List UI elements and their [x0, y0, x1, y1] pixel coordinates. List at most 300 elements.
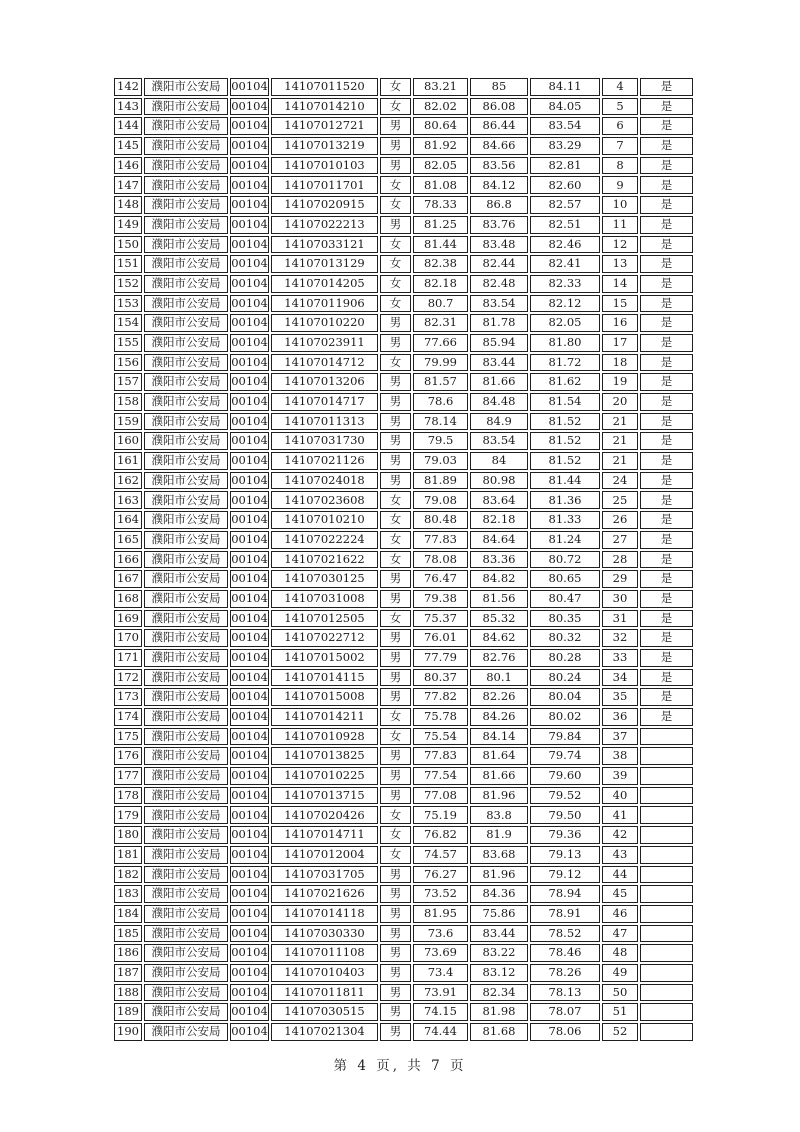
- row-number-cell: 156: [114, 354, 142, 372]
- org-name-cell: 濮阳市公安局: [144, 767, 228, 785]
- score-1-cell: 74.57: [413, 846, 468, 864]
- table-row: [114, 275, 693, 293]
- score-1-cell: 77.79: [413, 649, 468, 667]
- score-2-cell: 82.76: [470, 649, 528, 667]
- pass-flag-cell: 是: [640, 688, 693, 706]
- table-row: [114, 688, 693, 706]
- pass-flag-cell: 是: [640, 334, 693, 352]
- score-1-cell: 81.25: [413, 216, 468, 234]
- pass-flag-cell: 是: [640, 491, 693, 509]
- gender-cell: 男: [380, 1003, 411, 1021]
- row-number-cell: 181: [114, 846, 142, 864]
- org-name-cell: 濮阳市公安局: [144, 925, 228, 943]
- position-code-cell: 00104: [230, 964, 269, 982]
- score-2-cell: 82.48: [470, 275, 528, 293]
- score-2-cell: 84.82: [470, 570, 528, 588]
- table-row: [114, 98, 693, 116]
- row-number-cell: 187: [114, 964, 142, 982]
- score-average-cell: 81.44: [530, 472, 600, 490]
- table-row: [114, 157, 693, 175]
- row-number-cell: 190: [114, 1023, 142, 1041]
- rank-cell: 48: [602, 944, 638, 962]
- score-1-cell: 77.54: [413, 767, 468, 785]
- table-row: [114, 255, 693, 273]
- gender-cell: 男: [380, 944, 411, 962]
- candidate-id-cell: 14107014115: [271, 669, 378, 687]
- score-average-cell: 79.50: [530, 806, 600, 824]
- gender-cell: 男: [380, 787, 411, 805]
- score-1-cell: 77.66: [413, 334, 468, 352]
- gender-cell: 男: [380, 747, 411, 765]
- row-number-cell: 158: [114, 393, 142, 411]
- pass-flag-cell: 是: [640, 176, 693, 194]
- position-code-cell: 00104: [230, 708, 269, 726]
- table-row: [114, 747, 693, 765]
- org-name-cell: 濮阳市公安局: [144, 531, 228, 549]
- row-number-cell: 144: [114, 117, 142, 135]
- candidate-id-cell: 14107022224: [271, 531, 378, 549]
- candidate-id-cell: 14107010928: [271, 728, 378, 746]
- org-name-cell: 濮阳市公安局: [144, 570, 228, 588]
- score-2-cell: 86.08: [470, 98, 528, 116]
- gender-cell: 男: [380, 472, 411, 490]
- org-name-cell: 濮阳市公安局: [144, 78, 228, 96]
- score-average-cell: 82.41: [530, 255, 600, 273]
- position-code-cell: 00104: [230, 806, 269, 824]
- rank-cell: 12: [602, 236, 638, 254]
- table-row: [114, 551, 693, 569]
- score-average-cell: 81.54: [530, 393, 600, 411]
- rank-cell: 15: [602, 295, 638, 313]
- score-average-cell: 78.13: [530, 984, 600, 1002]
- score-2-cell: 86.8: [470, 196, 528, 214]
- org-name-cell: 濮阳市公安局: [144, 649, 228, 667]
- table-row: [114, 610, 693, 628]
- score-2-cell: 83.76: [470, 216, 528, 234]
- candidate-id-cell: 14107011108: [271, 944, 378, 962]
- gender-cell: 女: [380, 491, 411, 509]
- score-2-cell: 81.98: [470, 1003, 528, 1021]
- candidate-id-cell: 14107022213: [271, 216, 378, 234]
- pass-flag-cell: [640, 1003, 693, 1021]
- gender-cell: 女: [380, 551, 411, 569]
- pass-flag-cell: 是: [640, 275, 693, 293]
- gender-cell: 男: [380, 590, 411, 608]
- pass-flag-cell: [640, 866, 693, 884]
- row-number-cell: 151: [114, 255, 142, 273]
- rank-cell: 42: [602, 826, 638, 844]
- score-2-cell: 83.36: [470, 551, 528, 569]
- score-2-cell: 81.64: [470, 747, 528, 765]
- score-average-cell: 83.54: [530, 117, 600, 135]
- org-name-cell: 濮阳市公安局: [144, 708, 228, 726]
- score-1-cell: 81.08: [413, 176, 468, 194]
- org-name-cell: 濮阳市公安局: [144, 117, 228, 135]
- gender-cell: 女: [380, 511, 411, 529]
- gender-cell: 男: [380, 984, 411, 1002]
- position-code-cell: 00104: [230, 688, 269, 706]
- score-1-cell: 76.47: [413, 570, 468, 588]
- gender-cell: 女: [380, 728, 411, 746]
- candidate-id-cell: 14107011520: [271, 78, 378, 96]
- position-code-cell: 00104: [230, 137, 269, 155]
- org-name-cell: 濮阳市公安局: [144, 472, 228, 490]
- pass-flag-cell: [640, 984, 693, 1002]
- candidate-id-cell: 14107021622: [271, 551, 378, 569]
- row-number-cell: 180: [114, 826, 142, 844]
- rank-cell: 44: [602, 866, 638, 884]
- score-2-cell: 85: [470, 78, 528, 96]
- org-name-cell: 濮阳市公安局: [144, 688, 228, 706]
- score-average-cell: 79.60: [530, 767, 600, 785]
- gender-cell: 女: [380, 275, 411, 293]
- table-row: [114, 196, 693, 214]
- row-number-cell: 178: [114, 787, 142, 805]
- score-2-cell: 81.96: [470, 866, 528, 884]
- position-code-cell: 00104: [230, 944, 269, 962]
- rank-cell: 6: [602, 117, 638, 135]
- rank-cell: 43: [602, 846, 638, 864]
- pass-flag-cell: 是: [640, 78, 693, 96]
- org-name-cell: 濮阳市公安局: [144, 295, 228, 313]
- score-1-cell: 82.31: [413, 314, 468, 332]
- pass-flag-cell: 是: [640, 511, 693, 529]
- table-row: [114, 570, 693, 588]
- rank-cell: 20: [602, 393, 638, 411]
- position-code-cell: 00104: [230, 649, 269, 667]
- row-number-cell: 189: [114, 1003, 142, 1021]
- pass-flag-cell: 是: [640, 610, 693, 628]
- gender-cell: 男: [380, 432, 411, 450]
- score-average-cell: 81.52: [530, 413, 600, 431]
- pass-flag-cell: 是: [640, 669, 693, 687]
- table-row: [114, 216, 693, 234]
- score-average-cell: 79.12: [530, 866, 600, 884]
- table-row: [114, 866, 693, 884]
- score-2-cell: 83.22: [470, 944, 528, 962]
- score-1-cell: 78.33: [413, 196, 468, 214]
- score-average-cell: 79.74: [530, 747, 600, 765]
- score-average-cell: 81.52: [530, 452, 600, 470]
- score-average-cell: 82.12: [530, 295, 600, 313]
- score-1-cell: 73.69: [413, 944, 468, 962]
- score-1-cell: 78.08: [413, 551, 468, 569]
- row-number-cell: 171: [114, 649, 142, 667]
- rank-cell: 19: [602, 373, 638, 391]
- score-2-cell: 80.1: [470, 669, 528, 687]
- score-average-cell: 80.28: [530, 649, 600, 667]
- score-1-cell: 83.21: [413, 78, 468, 96]
- row-number-cell: 146: [114, 157, 142, 175]
- row-number-cell: 148: [114, 196, 142, 214]
- pass-flag-cell: 是: [640, 472, 693, 490]
- pass-flag-cell: [640, 1023, 693, 1041]
- score-1-cell: 81.92: [413, 137, 468, 155]
- rank-cell: 8: [602, 157, 638, 175]
- rank-cell: 32: [602, 629, 638, 647]
- score-average-cell: 80.02: [530, 708, 600, 726]
- row-number-cell: 186: [114, 944, 142, 962]
- pass-flag-cell: 是: [640, 137, 693, 155]
- position-code-cell: 00104: [230, 846, 269, 864]
- rank-cell: 49: [602, 964, 638, 982]
- score-1-cell: 82.38: [413, 255, 468, 273]
- org-name-cell: 濮阳市公安局: [144, 1023, 228, 1041]
- gender-cell: 男: [380, 905, 411, 923]
- score-average-cell: 84.05: [530, 98, 600, 116]
- gender-cell: 男: [380, 570, 411, 588]
- position-code-cell: 00104: [230, 747, 269, 765]
- score-2-cell: 83.48: [470, 236, 528, 254]
- row-number-cell: 185: [114, 925, 142, 943]
- position-code-cell: 00104: [230, 236, 269, 254]
- gender-cell: 女: [380, 255, 411, 273]
- row-number-cell: 172: [114, 669, 142, 687]
- row-number-cell: 174: [114, 708, 142, 726]
- gender-cell: 男: [380, 629, 411, 647]
- score-2-cell: 81.9: [470, 826, 528, 844]
- row-number-cell: 183: [114, 885, 142, 903]
- rank-cell: 29: [602, 570, 638, 588]
- row-number-cell: 145: [114, 137, 142, 155]
- position-code-cell: 00104: [230, 551, 269, 569]
- score-1-cell: 73.52: [413, 885, 468, 903]
- position-code-cell: 00104: [230, 196, 269, 214]
- score-2-cell: 83.54: [470, 432, 528, 450]
- candidate-id-cell: 14107020426: [271, 806, 378, 824]
- gender-cell: 女: [380, 806, 411, 824]
- table-row: [114, 629, 693, 647]
- gender-cell: 男: [380, 117, 411, 135]
- org-name-cell: 濮阳市公安局: [144, 590, 228, 608]
- org-name-cell: 濮阳市公安局: [144, 866, 228, 884]
- pass-flag-cell: [640, 846, 693, 864]
- rank-cell: 35: [602, 688, 638, 706]
- org-name-cell: 濮阳市公安局: [144, 551, 228, 569]
- gender-cell: 男: [380, 157, 411, 175]
- score-1-cell: 81.57: [413, 373, 468, 391]
- pass-flag-cell: 是: [640, 373, 693, 391]
- position-code-cell: 00104: [230, 570, 269, 588]
- rank-cell: 47: [602, 925, 638, 943]
- candidate-id-cell: 14107014210: [271, 98, 378, 116]
- score-1-cell: 77.83: [413, 531, 468, 549]
- pass-flag-cell: 是: [640, 570, 693, 588]
- score-1-cell: 77.83: [413, 747, 468, 765]
- org-name-cell: 濮阳市公安局: [144, 669, 228, 687]
- position-code-cell: 00104: [230, 866, 269, 884]
- table-row: [114, 373, 693, 391]
- score-1-cell: 81.89: [413, 472, 468, 490]
- gender-cell: 女: [380, 708, 411, 726]
- score-1-cell: 73.6: [413, 925, 468, 943]
- candidate-id-cell: 14107013715: [271, 787, 378, 805]
- results-table: [112, 76, 695, 1043]
- score-2-cell: 83.54: [470, 295, 528, 313]
- rank-cell: 16: [602, 314, 638, 332]
- candidate-id-cell: 14107024018: [271, 472, 378, 490]
- table-row: [114, 78, 693, 96]
- pass-flag-cell: [640, 885, 693, 903]
- position-code-cell: 00104: [230, 373, 269, 391]
- score-1-cell: 73.4: [413, 964, 468, 982]
- score-1-cell: 78.6: [413, 393, 468, 411]
- gender-cell: 女: [380, 295, 411, 313]
- score-average-cell: 78.07: [530, 1003, 600, 1021]
- score-average-cell: 79.52: [530, 787, 600, 805]
- org-name-cell: 濮阳市公安局: [144, 944, 228, 962]
- position-code-cell: 00104: [230, 413, 269, 431]
- table-row: [114, 806, 693, 824]
- page-number-footer: 第 4 页, 共 7 页: [333, 1058, 467, 1074]
- rank-cell: 4: [602, 78, 638, 96]
- position-code-cell: 00104: [230, 216, 269, 234]
- score-1-cell: 81.95: [413, 905, 468, 923]
- candidate-id-cell: 14107030125: [271, 570, 378, 588]
- score-2-cell: 83.12: [470, 964, 528, 982]
- pass-flag-cell: [640, 925, 693, 943]
- score-2-cell: 84.64: [470, 531, 528, 549]
- score-average-cell: 80.35: [530, 610, 600, 628]
- score-2-cell: 81.66: [470, 373, 528, 391]
- table-row: [114, 334, 693, 352]
- table-row: [114, 354, 693, 372]
- rank-cell: 21: [602, 413, 638, 431]
- pass-flag-cell: [640, 964, 693, 982]
- position-code-cell: 00104: [230, 629, 269, 647]
- candidate-id-cell: 14107033121: [271, 236, 378, 254]
- rank-cell: 26: [602, 511, 638, 529]
- row-number-cell: 143: [114, 98, 142, 116]
- position-code-cell: 00104: [230, 1003, 269, 1021]
- position-code-cell: 00104: [230, 610, 269, 628]
- row-number-cell: 149: [114, 216, 142, 234]
- org-name-cell: 濮阳市公安局: [144, 275, 228, 293]
- pass-flag-cell: [640, 905, 693, 923]
- score-average-cell: 80.32: [530, 629, 600, 647]
- score-average-cell: 81.72: [530, 354, 600, 372]
- position-code-cell: 00104: [230, 767, 269, 785]
- score-1-cell: 82.05: [413, 157, 468, 175]
- org-name-cell: 濮阳市公安局: [144, 747, 228, 765]
- rank-cell: 25: [602, 491, 638, 509]
- score-1-cell: 77.82: [413, 688, 468, 706]
- score-1-cell: 79.99: [413, 354, 468, 372]
- position-code-cell: 00104: [230, 885, 269, 903]
- score-average-cell: 78.06: [530, 1023, 600, 1041]
- rank-cell: 21: [602, 452, 638, 470]
- candidate-id-cell: 14107030515: [271, 1003, 378, 1021]
- score-2-cell: 84.14: [470, 728, 528, 746]
- score-2-cell: 86.44: [470, 117, 528, 135]
- org-name-cell: 濮阳市公安局: [144, 1003, 228, 1021]
- row-number-cell: 154: [114, 314, 142, 332]
- score-1-cell: 79.5: [413, 432, 468, 450]
- pass-flag-cell: 是: [640, 708, 693, 726]
- rank-cell: 24: [602, 472, 638, 490]
- candidate-id-cell: 14107011811: [271, 984, 378, 1002]
- score-average-cell: 81.24: [530, 531, 600, 549]
- candidate-id-cell: 14107010103: [271, 157, 378, 175]
- score-2-cell: 81.56: [470, 590, 528, 608]
- table-row: [114, 669, 693, 687]
- score-average-cell: 79.84: [530, 728, 600, 746]
- org-name-cell: 濮阳市公安局: [144, 511, 228, 529]
- score-2-cell: 84.12: [470, 176, 528, 194]
- position-code-cell: 00104: [230, 491, 269, 509]
- candidate-id-cell: 14107013825: [271, 747, 378, 765]
- row-number-cell: 150: [114, 236, 142, 254]
- position-code-cell: 00104: [230, 826, 269, 844]
- pass-flag-cell: [640, 806, 693, 824]
- row-number-cell: 173: [114, 688, 142, 706]
- score-average-cell: 82.46: [530, 236, 600, 254]
- pass-flag-cell: [640, 767, 693, 785]
- score-2-cell: 84.66: [470, 137, 528, 155]
- candidate-id-cell: 14107021304: [271, 1023, 378, 1041]
- gender-cell: 男: [380, 413, 411, 431]
- candidate-id-cell: 14107013219: [271, 137, 378, 155]
- score-average-cell: 80.47: [530, 590, 600, 608]
- score-1-cell: 75.54: [413, 728, 468, 746]
- rank-cell: 14: [602, 275, 638, 293]
- pass-flag-cell: [640, 826, 693, 844]
- score-average-cell: 81.62: [530, 373, 600, 391]
- table-row: [114, 117, 693, 135]
- org-name-cell: 濮阳市公安局: [144, 393, 228, 411]
- pass-flag-cell: 是: [640, 354, 693, 372]
- gender-cell: 男: [380, 452, 411, 470]
- table-row: [114, 236, 693, 254]
- row-number-cell: 170: [114, 629, 142, 647]
- pass-flag-cell: [640, 728, 693, 746]
- score-2-cell: 84.48: [470, 393, 528, 411]
- position-code-cell: 00104: [230, 98, 269, 116]
- table-row: [114, 432, 693, 450]
- row-number-cell: 169: [114, 610, 142, 628]
- pass-flag-cell: 是: [640, 590, 693, 608]
- score-1-cell: 73.91: [413, 984, 468, 1002]
- gender-cell: 女: [380, 98, 411, 116]
- org-name-cell: 濮阳市公安局: [144, 255, 228, 273]
- candidate-id-cell: 14107015002: [271, 649, 378, 667]
- position-code-cell: 00104: [230, 590, 269, 608]
- rank-cell: 27: [602, 531, 638, 549]
- score-average-cell: 78.46: [530, 944, 600, 962]
- candidate-id-cell: 14107011701: [271, 176, 378, 194]
- row-number-cell: 162: [114, 472, 142, 490]
- score-average-cell: 82.60: [530, 176, 600, 194]
- score-1-cell: 74.15: [413, 1003, 468, 1021]
- score-1-cell: 80.48: [413, 511, 468, 529]
- score-average-cell: 81.52: [530, 432, 600, 450]
- position-code-cell: 00104: [230, 531, 269, 549]
- row-number-cell: 159: [114, 413, 142, 431]
- row-number-cell: 167: [114, 570, 142, 588]
- gender-cell: 男: [380, 334, 411, 352]
- rank-cell: 36: [602, 708, 638, 726]
- score-average-cell: 79.36: [530, 826, 600, 844]
- score-1-cell: 76.01: [413, 629, 468, 647]
- results-table-body: [114, 78, 693, 1041]
- score-2-cell: 82.26: [470, 688, 528, 706]
- score-1-cell: 75.19: [413, 806, 468, 824]
- pass-flag-cell: 是: [640, 157, 693, 175]
- candidate-id-cell: 14107021626: [271, 885, 378, 903]
- pass-flag-cell: 是: [640, 629, 693, 647]
- row-number-cell: 163: [114, 491, 142, 509]
- rank-cell: 37: [602, 728, 638, 746]
